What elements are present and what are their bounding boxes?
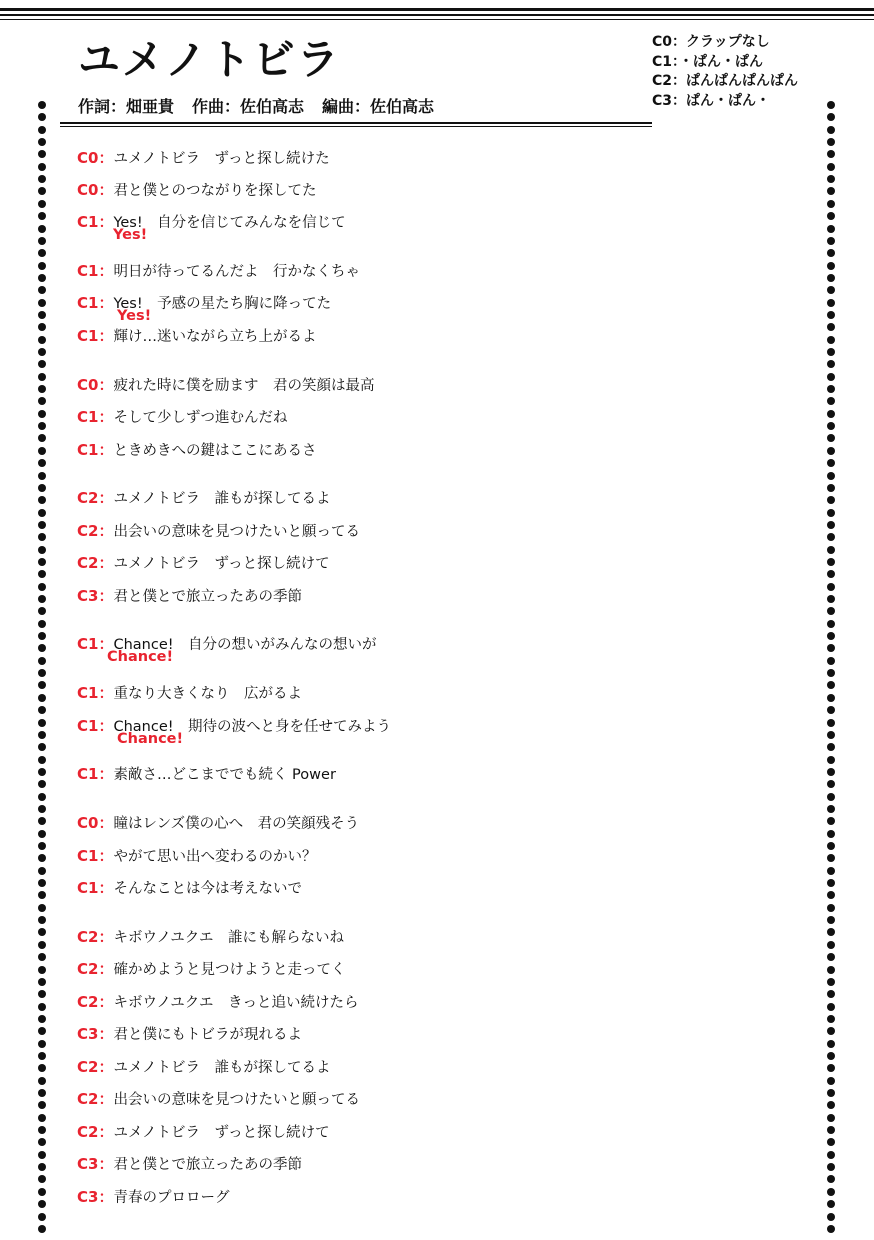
clap-tag: C1：	[77, 765, 114, 783]
border-dot	[827, 521, 835, 529]
lyric-text: Chance! 自分の想いがみんなの想いが	[113, 637, 377, 653]
lyric-text: Yes! 自分を信じてみんなを信じて	[113, 215, 346, 231]
border-dot	[827, 360, 835, 368]
border-dot	[38, 805, 46, 813]
clap-tag: C1：	[77, 635, 114, 653]
lyric-text: 疲れた時に僕を励ます 君の笑顔は最高	[113, 378, 375, 394]
border-dot	[38, 595, 46, 603]
lyric-line	[77, 292, 332, 324]
lyric-line	[77, 487, 331, 508]
clap-tag: C1：	[77, 213, 114, 231]
lyric-line	[77, 147, 330, 168]
border-dot	[38, 447, 46, 455]
lyric-text: 青春のプロローグ	[113, 1190, 230, 1206]
border-dot	[827, 1225, 835, 1233]
border-dot	[827, 731, 835, 739]
border-dot	[827, 138, 835, 146]
border-dot	[38, 397, 46, 405]
border-dot	[38, 879, 46, 887]
border-dot	[38, 854, 46, 862]
lyric-text: キボウノユクエ きっと追い続けたら	[113, 995, 359, 1011]
border-dot	[38, 694, 46, 702]
clap-legend	[652, 33, 798, 111]
border-dot	[38, 990, 46, 998]
lyric-line	[77, 1023, 302, 1044]
border-dot	[38, 570, 46, 578]
border-dot	[827, 1015, 835, 1023]
top-rule-thick	[0, 8, 874, 11]
lyric-line	[77, 260, 360, 281]
lyric-text: ユメノトビラ ずっと探し続けて	[113, 1125, 330, 1141]
border-dot	[38, 1027, 46, 1035]
border-dot	[827, 348, 835, 356]
lyric-line	[77, 406, 287, 427]
border-dot	[827, 484, 835, 492]
border-dot	[827, 410, 835, 418]
border-dot	[827, 620, 835, 628]
lyric-text: ときめきへの鍵はここにあるさ	[113, 443, 317, 459]
border-dot	[38, 916, 46, 924]
border-dot	[827, 990, 835, 998]
border-dot	[827, 916, 835, 924]
border-dot	[38, 299, 46, 307]
border-dot	[827, 966, 835, 974]
border-dot	[38, 360, 46, 368]
clap-tag: C1：	[77, 684, 114, 702]
legend-item: C1：・ぱん・ぱん	[652, 53, 764, 70]
border-dot	[38, 756, 46, 764]
border-dot	[827, 1213, 835, 1221]
border-dot	[38, 978, 46, 986]
border-dot	[827, 928, 835, 936]
border-dot	[38, 336, 46, 344]
border-dot	[38, 1089, 46, 1097]
border-dot	[827, 768, 835, 776]
lyric-text: 瞳はレンズ僕の心へ 君の笑顔残そう	[113, 816, 360, 832]
lyric-line	[77, 325, 316, 346]
border-dot	[827, 1101, 835, 1109]
border-dot	[827, 1089, 835, 1097]
lyric-text: 君と僕にもトビラが現れるよ	[113, 1027, 302, 1043]
clap-tag: C2：	[77, 522, 114, 540]
lyric-line	[77, 682, 302, 703]
border-dot	[827, 1027, 835, 1035]
credits	[78, 96, 434, 118]
border-dot	[38, 348, 46, 356]
clap-tag: C0：	[77, 376, 114, 394]
clap-tag: C2：	[77, 928, 114, 946]
border-dot	[827, 719, 835, 727]
border-dot	[38, 434, 46, 442]
border-dot	[827, 126, 835, 134]
legend-item: C2：ぱんぱんぱんぱん	[652, 73, 799, 89]
border-dot	[827, 780, 835, 788]
border-dot	[827, 805, 835, 813]
border-dot	[38, 1052, 46, 1060]
lyric-line	[77, 633, 377, 665]
border-dot	[38, 1003, 46, 1011]
border-dot	[38, 928, 46, 936]
lyric-text: Chance! 期待の波へと身を任せてみよう	[113, 719, 392, 735]
border-dot	[827, 397, 835, 405]
border-dot	[827, 1040, 835, 1048]
border-dot	[38, 546, 46, 554]
border-dot	[38, 163, 46, 171]
lyric-line	[77, 520, 360, 541]
border-dot	[38, 706, 46, 714]
lyric-text: 素敵さ…どこまででも続く Power	[113, 767, 336, 783]
border-dot	[827, 1064, 835, 1072]
border-dot	[38, 323, 46, 331]
border-dot	[827, 595, 835, 603]
top-rule-mid	[0, 14, 874, 16]
border-dot	[38, 150, 46, 158]
border-dot	[38, 533, 46, 541]
border-dot	[827, 953, 835, 961]
lyric-line	[77, 1153, 302, 1174]
clap-tag: C2：	[77, 489, 114, 507]
clap-tag: C0：	[77, 814, 114, 832]
border-dot	[38, 225, 46, 233]
border-dot	[38, 385, 46, 393]
border-dot	[827, 299, 835, 307]
border-dot	[827, 743, 835, 751]
border-dot	[38, 1138, 46, 1146]
border-dot	[38, 1163, 46, 1171]
border-dot	[827, 891, 835, 899]
border-dot	[38, 311, 46, 319]
clap-tag: C2：	[77, 960, 114, 978]
border-dot	[827, 941, 835, 949]
clap-tag: C1：	[77, 408, 114, 426]
border-dot	[827, 706, 835, 714]
border-dot	[827, 496, 835, 504]
border-dot	[827, 879, 835, 887]
border-dot	[38, 138, 46, 146]
border-dot	[827, 472, 835, 480]
border-dot	[827, 225, 835, 233]
clap-tag: C1：	[77, 441, 114, 459]
border-dot	[827, 434, 835, 442]
song-title: ユメノトビラ	[78, 35, 341, 84]
border-dot	[827, 509, 835, 517]
lyric-line	[77, 1121, 330, 1142]
lyric-text: そんなことは今は考えないで	[113, 881, 302, 897]
border-dot	[38, 1151, 46, 1159]
border-dot	[38, 1225, 46, 1233]
border-dot	[38, 620, 46, 628]
lyric-text: ユメノトビラ ずっと探し続けて	[113, 556, 330, 572]
border-dot	[38, 953, 46, 961]
border-dot	[827, 447, 835, 455]
border-dot	[827, 793, 835, 801]
clap-tag: C1：	[77, 294, 114, 312]
border-dot	[38, 521, 46, 529]
border-dot	[38, 842, 46, 850]
border-dot	[827, 546, 835, 554]
border-dot	[827, 1151, 835, 1159]
border-dot	[827, 187, 835, 195]
lyric-line	[77, 991, 359, 1012]
border-dot	[827, 311, 835, 319]
border-dot	[827, 854, 835, 862]
border-dot	[38, 484, 46, 492]
border-dot	[38, 187, 46, 195]
border-dot	[827, 212, 835, 220]
border-dot	[827, 570, 835, 578]
lyric-text: ユメノトビラ ずっと探し続けた	[113, 151, 330, 167]
legend-item: C3：ぱん・ぱん・	[652, 92, 771, 109]
border-dot	[38, 904, 46, 912]
border-dot	[827, 830, 835, 838]
border-dot	[38, 175, 46, 183]
lyric-text: 出会いの意味を見つけたいと願ってる	[113, 524, 360, 540]
border-dot	[827, 385, 835, 393]
border-dot	[38, 410, 46, 418]
lyric-text: Yes! 予感の星たち胸に降ってた	[113, 296, 332, 312]
lyric-text: 明日が待ってるんだよ 行かなくちゃ	[113, 264, 360, 280]
lyric-line	[77, 763, 336, 784]
title-rule-thin	[60, 126, 652, 127]
border-dot	[827, 113, 835, 121]
clap-tag: C3：	[77, 1025, 114, 1043]
border-dot	[38, 1200, 46, 1208]
border-dot	[38, 1213, 46, 1221]
border-dot	[38, 509, 46, 517]
border-dot	[827, 1188, 835, 1196]
clap-tag: C3：	[77, 1188, 114, 1206]
lyric-line	[77, 1088, 360, 1109]
clap-tag: C2：	[77, 993, 114, 1011]
lyric-text: キボウノユクエ 誰にも解らないね	[113, 930, 345, 946]
clap-tag: C3：	[77, 1155, 114, 1173]
border-dot	[38, 1126, 46, 1134]
border-dot	[827, 978, 835, 986]
border-dot	[827, 1003, 835, 1011]
border-dot	[38, 1101, 46, 1109]
clap-tag: C2：	[77, 1058, 114, 1076]
border-dot	[827, 1114, 835, 1122]
lyric-line	[77, 374, 374, 395]
arranger-credit: 編曲：佐伯高志	[322, 97, 435, 116]
border-dot	[38, 101, 46, 109]
border-dot	[38, 867, 46, 875]
border-dot	[38, 1175, 46, 1183]
call-response: Chance!	[117, 731, 184, 747]
lyric-text: 重なり大きくなり 広がるよ	[113, 686, 302, 702]
border-dot	[38, 607, 46, 615]
border-dot	[38, 719, 46, 727]
border-dot	[827, 373, 835, 381]
lyric-text: 確かめようと見つけようと走ってく	[113, 962, 346, 978]
lyric-line	[77, 211, 346, 243]
border-dot	[827, 1052, 835, 1060]
lyric-line	[77, 958, 345, 979]
clap-tag: C1：	[77, 847, 114, 865]
border-dot	[827, 867, 835, 875]
lyric-line	[77, 877, 302, 898]
lyric-text: 君と僕とで旅立ったあの季節	[113, 1157, 302, 1173]
top-rule-thin	[0, 19, 874, 20]
border-dot	[38, 669, 46, 677]
border-dot	[38, 830, 46, 838]
border-dot	[38, 286, 46, 294]
lyric-text: 君と僕とで旅立ったあの季節	[113, 589, 302, 605]
border-dot	[827, 200, 835, 208]
border-dot	[827, 669, 835, 677]
border-dot	[38, 743, 46, 751]
border-dot	[827, 632, 835, 640]
lyric-line	[77, 179, 316, 200]
call-response: Yes!	[113, 227, 148, 243]
lyric-text: ユメノトビラ 誰もが探してるよ	[113, 1060, 331, 1076]
border-dot	[827, 1175, 835, 1183]
border-dot	[38, 274, 46, 282]
border-dot	[827, 175, 835, 183]
border-dot	[38, 632, 46, 640]
lyric-text: 君と僕とのつながりを探してた	[113, 183, 317, 199]
lyric-line	[77, 845, 316, 866]
border-dot	[827, 694, 835, 702]
border-dot	[827, 817, 835, 825]
border-dot	[827, 533, 835, 541]
border-dot	[827, 459, 835, 467]
border-dot	[38, 422, 46, 430]
border-dot	[827, 101, 835, 109]
border-dot	[38, 793, 46, 801]
border-dot	[38, 126, 46, 134]
border-dot	[38, 558, 46, 566]
border-dot	[38, 1040, 46, 1048]
border-dot	[827, 644, 835, 652]
border-dot	[827, 274, 835, 282]
clap-tag: C1：	[77, 879, 114, 897]
lyric-text: 出会いの意味を見つけたいと願ってる	[113, 1092, 360, 1108]
clap-tag: C3：	[77, 587, 114, 605]
call-response: Yes!	[117, 308, 152, 324]
border-dot	[38, 891, 46, 899]
lyric-text: ユメノトビラ 誰もが探してるよ	[113, 491, 331, 507]
clap-tag: C0：	[77, 181, 114, 199]
border-dot	[827, 681, 835, 689]
lyric-line	[77, 926, 344, 947]
border-dot	[38, 768, 46, 776]
border-dot	[38, 1188, 46, 1196]
lyric-text: やがて思い出へ変わるのかい？	[113, 849, 317, 865]
border-dot	[38, 817, 46, 825]
border-dot	[38, 262, 46, 270]
border-dot	[827, 1077, 835, 1085]
clap-tag: C2：	[77, 1090, 114, 1108]
lyric-line	[77, 1186, 229, 1207]
clap-tag: C0：	[77, 149, 114, 167]
border-dot	[38, 966, 46, 974]
border-dot	[38, 1064, 46, 1072]
border-dot	[38, 249, 46, 257]
border-dot	[827, 1126, 835, 1134]
border-dot	[827, 558, 835, 566]
border-dot	[38, 113, 46, 121]
border-dot	[827, 323, 835, 331]
lyric-line	[77, 552, 330, 573]
border-dot	[38, 941, 46, 949]
border-dot	[38, 731, 46, 739]
clap-tag: C2：	[77, 1123, 114, 1141]
border-dot	[827, 1200, 835, 1208]
border-dot	[827, 163, 835, 171]
border-dot	[38, 373, 46, 381]
border-dot	[827, 583, 835, 591]
border-dot	[38, 1114, 46, 1122]
legend-item: C0：クラップなし	[652, 34, 770, 50]
lyric-line	[77, 812, 359, 833]
border-dot	[827, 904, 835, 912]
clap-tag: C1：	[77, 327, 114, 345]
border-dot	[827, 286, 835, 294]
title-rule-thick	[60, 122, 652, 124]
clap-tag: C1：	[77, 717, 114, 735]
border-dot	[38, 657, 46, 665]
clap-tag: C1：	[77, 262, 114, 280]
border-dot	[38, 1077, 46, 1085]
lyric-text: 輝け…迷いながら立ち上がるよ	[113, 329, 317, 345]
lyric-line	[77, 1056, 331, 1077]
border-dot	[827, 842, 835, 850]
border-dot	[38, 472, 46, 480]
border-dot	[827, 249, 835, 257]
border-dot	[38, 200, 46, 208]
border-dot	[827, 657, 835, 665]
border-dot	[38, 212, 46, 220]
border-dot	[38, 459, 46, 467]
border-dot	[827, 1163, 835, 1171]
border-dot	[38, 644, 46, 652]
border-dot	[827, 150, 835, 158]
composer-credit: 作曲：佐伯高志	[192, 97, 305, 116]
border-dot	[827, 336, 835, 344]
lyricist-credit: 作詞：畑亜貴	[78, 97, 175, 116]
border-dot	[38, 496, 46, 504]
border-dot	[38, 583, 46, 591]
lyric-line	[77, 585, 302, 606]
lyric-line	[77, 715, 392, 747]
border-dot	[827, 1138, 835, 1146]
border-dot	[38, 1015, 46, 1023]
border-dot	[827, 607, 835, 615]
border-dot	[827, 262, 835, 270]
border-dot	[827, 756, 835, 764]
clap-tag: C2：	[77, 554, 114, 572]
border-dot	[827, 237, 835, 245]
border-dot	[827, 422, 835, 430]
call-response: Chance!	[107, 649, 174, 665]
lyric-line	[77, 439, 316, 460]
border-dot	[38, 780, 46, 788]
lyric-text: そして少しずつ進むんだね	[113, 410, 288, 426]
border-dot	[38, 237, 46, 245]
border-dot	[38, 681, 46, 689]
